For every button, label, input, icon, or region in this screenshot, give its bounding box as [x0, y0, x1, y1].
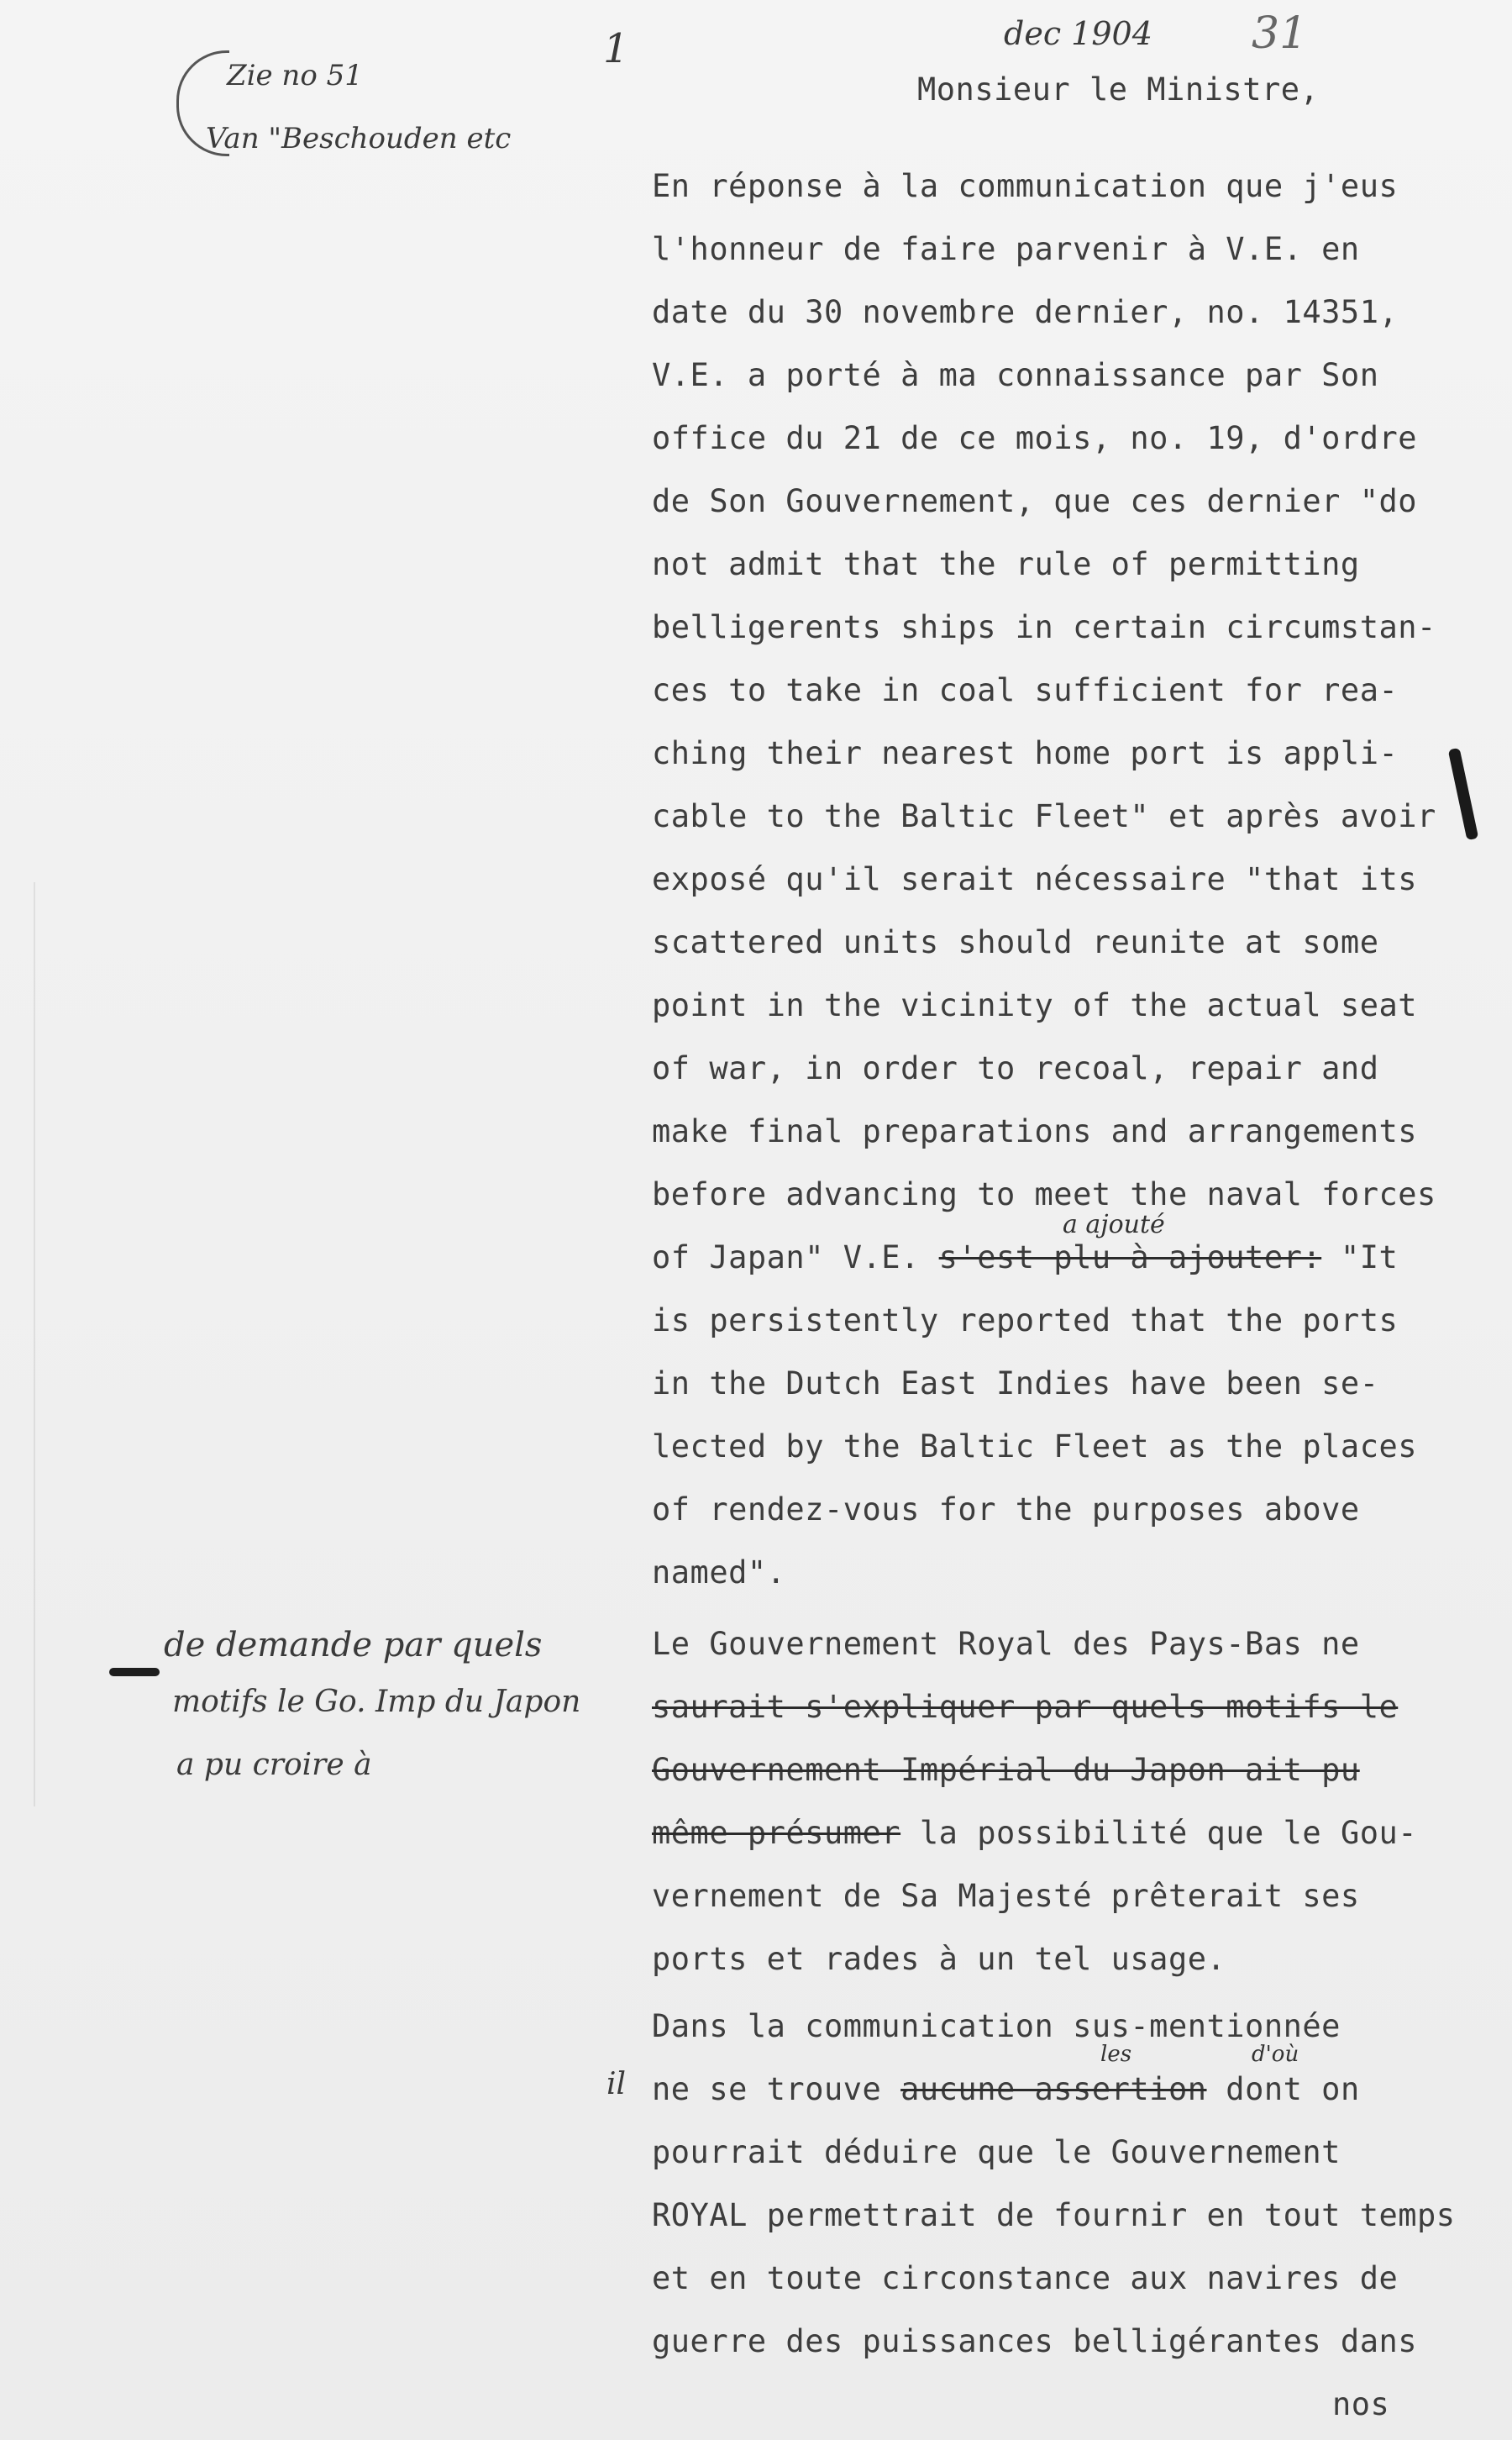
letter-line: vernement de Sa Majesté prêterait ses: [652, 1878, 1360, 1914]
letter-line: V.E. a porté à ma connaissance par Son: [652, 357, 1379, 393]
struck-line: saurait s'expliquer par quels motifs le: [652, 1689, 1399, 1725]
letter-line: exposé qu'il serait nécessaire "that its: [652, 861, 1418, 897]
letter-line: Le Gouvernement Royal des Pays-Bas ne: [652, 1626, 1360, 1662]
letter-line: office du 21 de ce mois, no. 19, d'ordre: [652, 420, 1418, 456]
struck-text: même présumer: [652, 1815, 901, 1851]
letter-line: not admit that the rule of permitting: [652, 546, 1360, 582]
letter-line: pourrait déduire que le Gouvernement: [652, 2134, 1341, 2170]
letter-line: cable to the Baltic Fleet" et après avoir: [652, 798, 1436, 834]
letter-line-mixed: [652, 2071, 1360, 2107]
letter-line: Dans la communication sus-mentionnée: [652, 2008, 1341, 2044]
letter-line: lected by the Baltic Fleet as the places: [652, 1428, 1418, 1465]
insert-a-ajoute: a ajouté: [1063, 1210, 1165, 1239]
struck-text: s'est plu à ajouter:: [938, 1239, 1322, 1275]
handwritten-margin-note-3: a pu croire à: [176, 1748, 372, 1782]
handwritten-margin-mark: 1: [603, 25, 629, 72]
japan-prefix: of Japan" V.E.: [652, 1239, 939, 1275]
letter-line: En réponse à la communication que j'eus: [652, 168, 1399, 204]
letter-line: date du 30 novembre dernier, no. 14351,: [652, 294, 1399, 330]
paper-crease: [0, 882, 35, 1806]
letter-line-japan: [652, 1239, 1398, 1275]
letter-line: is persistently reported that the ports: [652, 1302, 1399, 1338]
japan-suffix: "It: [1321, 1239, 1399, 1275]
letter-line: guerre des puissances belligérantes dans: [652, 2323, 1418, 2359]
letter-line: l'honneur de faire parvenir à V.E. en: [652, 231, 1360, 267]
handwritten-left-note-1: Zie no 51: [227, 59, 363, 92]
handwritten-page-number: 31: [1252, 8, 1308, 59]
letter-line: before advancing to meet the naval forces: [652, 1176, 1436, 1212]
struck-text: aucune assertion: [900, 2071, 1207, 2107]
letter-line: of rendez-vous for the purposes above: [652, 1491, 1360, 1528]
letter-line: named".: [652, 1554, 786, 1591]
line-prefix: ne se trouve: [652, 2071, 901, 2107]
handwritten-margin-note-1: de demande par quels: [164, 1626, 543, 1664]
letter-line-mixed: [652, 1815, 1417, 1851]
letter-line: point in the vicinity of the actual seat: [652, 987, 1418, 1023]
struck-line: Gouvernement Impérial du Japon ait pu: [652, 1752, 1360, 1788]
letter-line: ching their nearest home port is appli-: [652, 735, 1399, 771]
letter-line: ports et rades à un tel usage.: [652, 1941, 1226, 1977]
letter-line: in the Dutch East Indies have been se-: [652, 1365, 1379, 1401]
letter-line: of war, in order to recoal, repair and: [652, 1050, 1379, 1086]
handwritten-margin-il: il: [606, 2067, 627, 2101]
letter-line: make final preparations and arrangements: [652, 1113, 1418, 1149]
insert-dou: d'où: [1252, 2042, 1299, 2067]
letter-body: [652, 0, 1458, 2440]
letter-line: belligerents ships in certain circumstan-: [652, 609, 1436, 645]
handwritten-left-note-2: Van "Beschouden etc: [206, 122, 512, 155]
letter-line: ces to take in coal sufficient for rea-: [652, 672, 1399, 708]
letter-line: nos: [1332, 2386, 1390, 2422]
line-rest: la possibilité que le Gou-: [900, 1815, 1418, 1851]
handwritten-margin-note-2: motifs le Go. Imp du Japon: [172, 1685, 581, 1719]
letter-line: scattered units should reunite at some: [652, 924, 1379, 960]
salutation: Monsieur le Ministre,: [917, 71, 1320, 108]
letter-line: et en toute circonstance aux navires de: [652, 2260, 1399, 2296]
letter-line: ROYAL permettrait de fournir en tout temps: [652, 2197, 1456, 2233]
letter-line: de Son Gouvernement, que ces dernier "do: [652, 483, 1418, 519]
insert-les: les: [1100, 2042, 1132, 2067]
line-suffix: dont on: [1206, 2071, 1360, 2107]
handwritten-date: dec 1904: [1004, 15, 1152, 52]
margin-scribble: [109, 1668, 160, 1676]
